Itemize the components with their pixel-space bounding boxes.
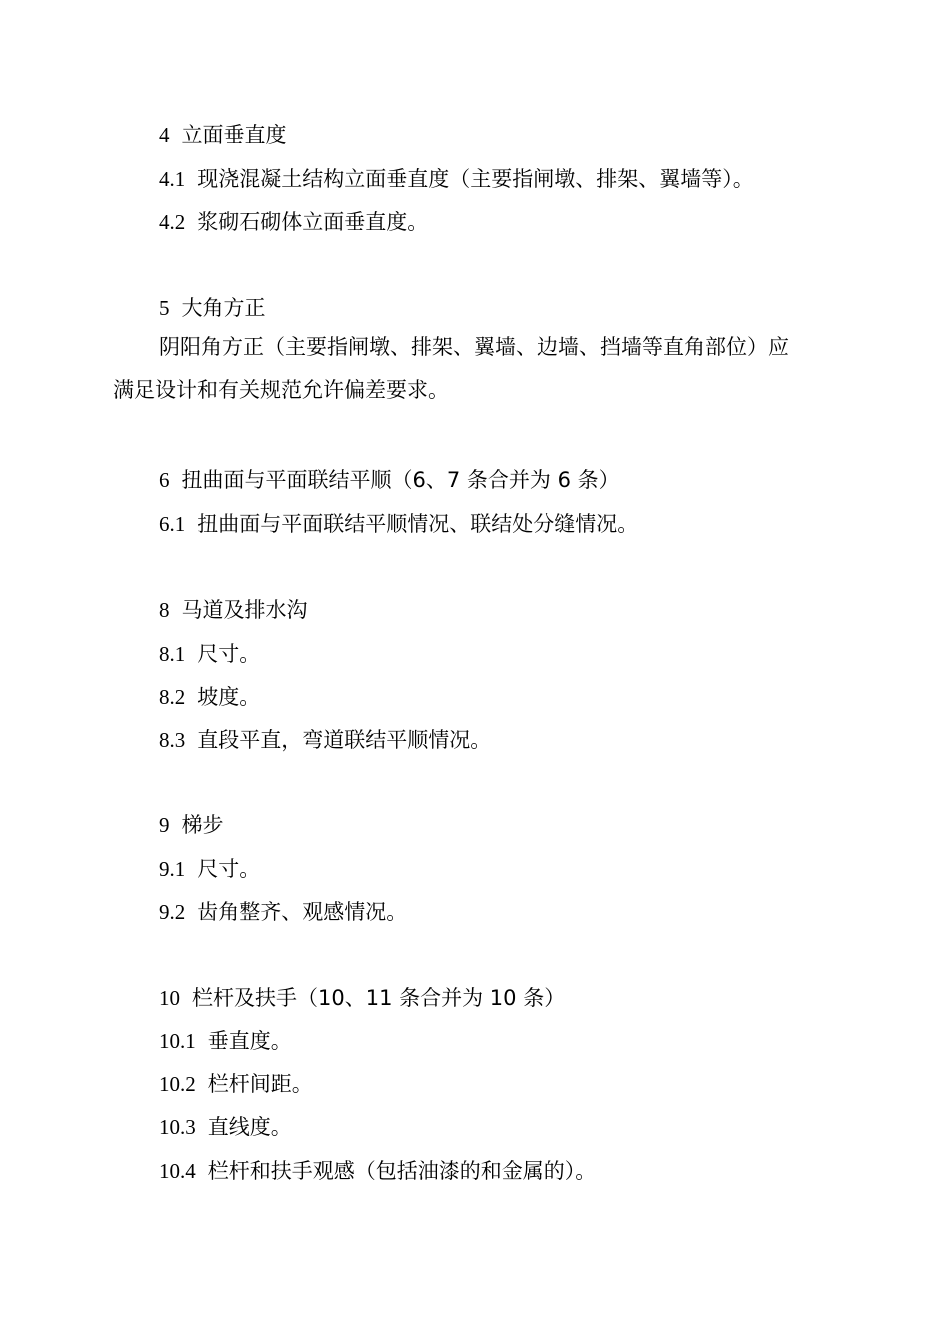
paragraph-text: 阴阳角方正（主要指闸墩、排架、翼墙、边墙、挡墙等直角部位）应 bbox=[159, 335, 789, 359]
item-text: 齿角整齐、观感情况。 bbox=[197, 900, 408, 924]
list-item bbox=[159, 683, 260, 711]
item-number: 4.2 bbox=[159, 210, 186, 234]
section-title: 马道及排水沟 bbox=[181, 598, 308, 622]
item-text: 直线度。 bbox=[207, 1115, 292, 1139]
item-text: 浆砌石砌体立面垂直度。 bbox=[197, 210, 429, 234]
item-number: 10.1 bbox=[159, 1029, 196, 1053]
item-number: 8.3 bbox=[159, 728, 186, 752]
section-title: 栏杆及扶手（10、11 条合并为 10 条） bbox=[192, 986, 566, 1010]
item-text: 现浇混凝土结构立面垂直度（主要指闸墩、排架、翼墙等）。 bbox=[197, 167, 754, 191]
section-heading bbox=[159, 811, 224, 839]
item-number: 10.4 bbox=[159, 1159, 196, 1183]
list-item bbox=[159, 165, 754, 193]
item-text: 尺寸。 bbox=[197, 857, 261, 881]
section-title: 扭曲面与平面联结平顺（6、7 条合并为 6 条） bbox=[181, 468, 620, 492]
item-number: 9.2 bbox=[159, 900, 186, 924]
item-number: 6.1 bbox=[159, 512, 186, 536]
item-text: 扭曲面与平面联结平顺情况、联结处分缝情况。 bbox=[197, 512, 639, 536]
list-item bbox=[159, 1027, 292, 1055]
item-text: 垂直度。 bbox=[207, 1029, 292, 1053]
section-number: 10 bbox=[159, 986, 180, 1010]
section-number: 9 bbox=[159, 813, 170, 837]
list-item bbox=[159, 510, 638, 538]
list-item bbox=[159, 1070, 313, 1098]
item-text: 栏杆间距。 bbox=[207, 1072, 313, 1096]
list-item bbox=[159, 640, 260, 668]
section-heading bbox=[159, 466, 620, 494]
item-number: 8.1 bbox=[159, 642, 186, 666]
section-title: 立面垂直度 bbox=[181, 123, 287, 147]
paragraph-line bbox=[113, 376, 449, 404]
paragraph-line bbox=[159, 333, 789, 361]
item-number: 10.3 bbox=[159, 1115, 196, 1139]
item-number: 4.1 bbox=[159, 167, 186, 191]
section-number: 8 bbox=[159, 598, 170, 622]
list-item bbox=[159, 1157, 596, 1185]
list-item bbox=[159, 208, 428, 236]
list-item bbox=[159, 898, 407, 926]
section-title: 大角方正 bbox=[181, 296, 266, 320]
section-heading bbox=[159, 596, 308, 624]
section-number: 5 bbox=[159, 296, 170, 320]
section-heading bbox=[159, 121, 287, 149]
section-heading bbox=[159, 294, 266, 322]
list-item bbox=[159, 855, 260, 883]
list-item bbox=[159, 726, 491, 754]
paragraph-text: 满足设计和有关规范允许偏差要求。 bbox=[113, 378, 449, 402]
item-number: 9.1 bbox=[159, 857, 186, 881]
list-item bbox=[159, 1113, 292, 1141]
item-text: 尺寸。 bbox=[197, 642, 261, 666]
item-text: 栏杆和扶手观感（包括油漆的和金属的）。 bbox=[207, 1159, 597, 1183]
section-title: 梯步 bbox=[181, 813, 224, 837]
item-text: 直段平直，弯道联结平顺情况。 bbox=[197, 728, 492, 752]
section-number: 4 bbox=[159, 123, 170, 147]
item-number: 8.2 bbox=[159, 685, 186, 709]
item-number: 10.2 bbox=[159, 1072, 196, 1096]
section-heading bbox=[159, 984, 565, 1012]
item-text: 坡度。 bbox=[197, 685, 261, 709]
section-number: 6 bbox=[159, 468, 170, 492]
